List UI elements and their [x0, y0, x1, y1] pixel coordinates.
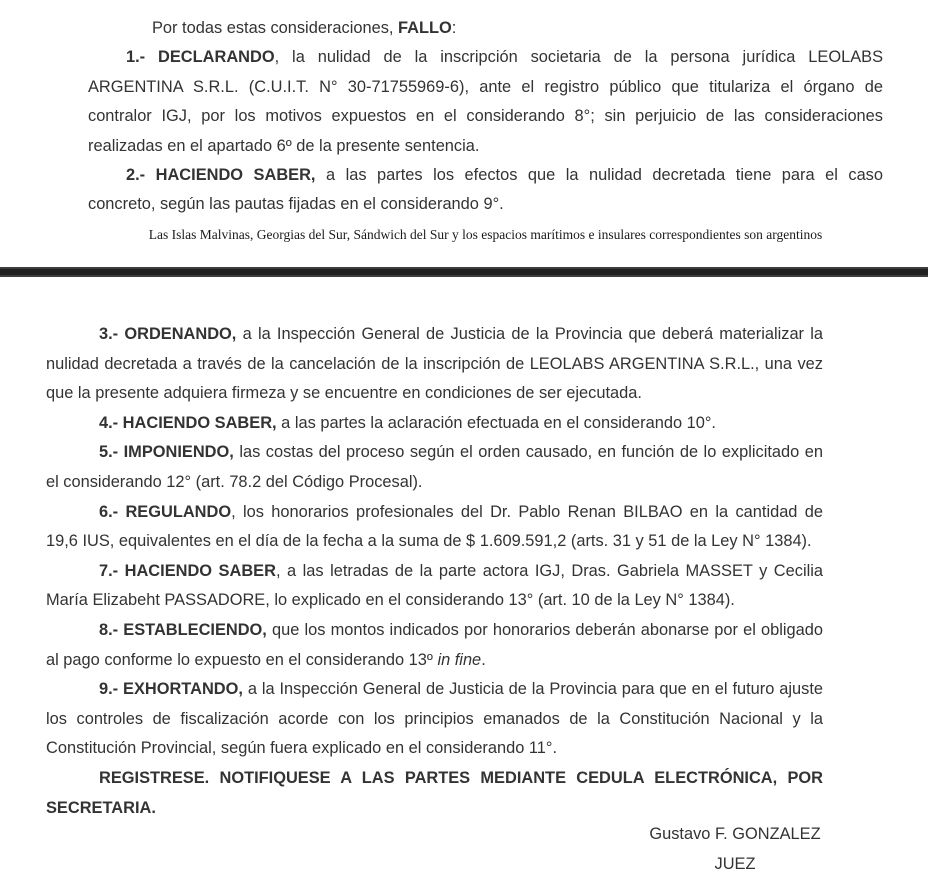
paragraph-line: [46, 468, 823, 498]
ruling-paragraph: [46, 616, 823, 675]
text: las costas del proceso según el orden causado, en función de lo explicitado en: [233, 443, 824, 462]
paragraph-line: [88, 102, 883, 131]
ruling-paragraph: [46, 675, 823, 764]
ruling-paragraph: [46, 320, 823, 409]
text: , a las letradas de la parte actora IGJ, Dras. Gabriela MASSET y Cecilia: [275, 561, 823, 580]
bold-text: 6.- REGULANDO: [99, 502, 232, 521]
text: a las partes la aclaración efectuada en el considerando 10°.: [276, 413, 716, 432]
text: .: [481, 650, 486, 669]
bold-text: 5.- IMPONIENDO,: [99, 443, 234, 462]
ruling-paragraph: [88, 14, 883, 43]
text: Constitución Provincial, según fuera explicado en el considerando 11°.: [46, 739, 558, 758]
paragraph-line: [46, 498, 823, 528]
page-2: [46, 320, 823, 823]
text: contralor IGJ, por los motivos expuestos en el considerando 8°; sin perjuicio de las consideraciones: [88, 107, 883, 126]
paragraph-line: [88, 161, 883, 190]
text: ARGENTINA S.R.L. (C.U.I.T. N° 30-71755969-6), ante el registro público que titulariza el órgano de: [88, 77, 883, 96]
text: que la presente adquiera firmeza y se encuentre en condiciones de ser ejecutada.: [46, 384, 642, 403]
paragraph-line: [88, 43, 883, 72]
bold-text: 3.- ORDENANDO,: [99, 325, 237, 343]
text: , la nulidad de la inscripción societaria de la persona jurídica LEOLABS: [274, 48, 884, 67]
bold-text: FALLO: [398, 19, 452, 37]
text: :: [451, 19, 457, 37]
ruling-paragraph: [46, 557, 823, 616]
signature-title: JUEZ: [714, 855, 756, 873]
bold-text: 8.- ESTABLECIENDO,: [99, 620, 267, 639]
bold-text: 2.- HACIENDO SABER,: [126, 166, 316, 185]
paragraph-line: [46, 409, 823, 439]
paragraph-line: [88, 132, 883, 161]
text: concreto, según las pautas fijadas en el considerando 9°.: [88, 195, 504, 214]
paragraph-line: [88, 14, 883, 43]
text: que los montos indicados por honorarios deberán abonarse por el obligado: [266, 620, 823, 639]
paragraph-line: [46, 350, 823, 380]
paragraph-line: [46, 734, 823, 764]
ruling-paragraph: [88, 161, 883, 220]
text: María Elizabeht PASSADORE, lo explicado en el considerando 13° (art. 10 de la Ley N° 1384).: [46, 591, 735, 610]
text: realizadas en el apartado 6º de la presente sentencia.: [88, 136, 480, 155]
paragraph-line: [46, 646, 823, 676]
paragraph-line: [46, 764, 823, 794]
ruling-paragraph: [46, 438, 823, 497]
bold-text: 4.- HACIENDO SABER,: [99, 413, 277, 432]
bold-text: 1.- DECLARANDO: [126, 48, 275, 67]
text: al pago conforme lo expuesto en el considerando 13º: [46, 650, 438, 669]
page-1: [88, 14, 883, 220]
italic-text: in fine: [437, 650, 482, 669]
text: a la Inspección General de Justicia de la Provincia para que en el futuro ajuste: [242, 680, 823, 699]
ruling-paragraph: [88, 43, 883, 161]
text: a la Inspección General de Justicia de la Provincia que deberá materializar la: [236, 325, 824, 343]
paragraph-line: [46, 320, 823, 350]
text: , los honorarios profesionales del Dr. Pablo Renan BILBAO en la cantidad de: [231, 502, 823, 521]
text: los controles de fiscalización acorde con los principios emanados de la Constitución Nacional y la: [46, 709, 823, 728]
ruling-paragraph: [46, 409, 823, 439]
text: a las partes los efectos que la nulidad decretada tiene para el caso: [315, 166, 883, 185]
paragraph-line: [46, 438, 823, 468]
bold-text: 9.- EXHORTANDO,: [99, 680, 243, 699]
bold-text: 7.- HACIENDO SABER: [99, 561, 276, 580]
text: 19,6 IUS, equivalentes en el día de la fecha a la suma de $ 1.609.591,2 (arts. 31 y 51 de la Ley N° 1384).: [46, 532, 812, 551]
bold-text: SECRETARIA.: [46, 798, 156, 817]
bold-text: REGISTRESE. NOTIFIQUESE A LAS PARTES MEDIANTE CEDULA ELECTRÓNICA, POR: [99, 768, 823, 787]
signature-name: Gustavo F. GONZALEZ: [649, 825, 821, 843]
ruling-paragraph: [46, 498, 823, 557]
paragraph-line: [46, 379, 823, 409]
judge-signature-block: [640, 819, 830, 873]
text: Por todas estas consideraciones,: [152, 19, 398, 37]
paragraph-line: [88, 73, 883, 102]
text: el considerando 12° (art. 78.2 del Código Procesal).: [46, 472, 423, 491]
page-break-bar: [0, 267, 928, 277]
paragraph-line: [46, 675, 823, 705]
paragraph-line: [46, 557, 823, 587]
paragraph-line: [46, 527, 823, 557]
sovereignty-footer-note: Las Islas Malvinas, Georgias del Sur, Sándwich del Sur y los espacios marítimos e insulares correspondientes son argentinos: [148, 227, 823, 242]
paragraph-line: [88, 190, 883, 219]
paragraph-line: [46, 616, 823, 646]
paragraph-line: [46, 586, 823, 616]
text: nulidad decretada a través de la cancelación de la inscripción de LEOLABS ARGENTINA S.R.L., una vez: [46, 354, 823, 373]
ruling-paragraph: [46, 764, 823, 823]
paragraph-line: [46, 705, 823, 735]
